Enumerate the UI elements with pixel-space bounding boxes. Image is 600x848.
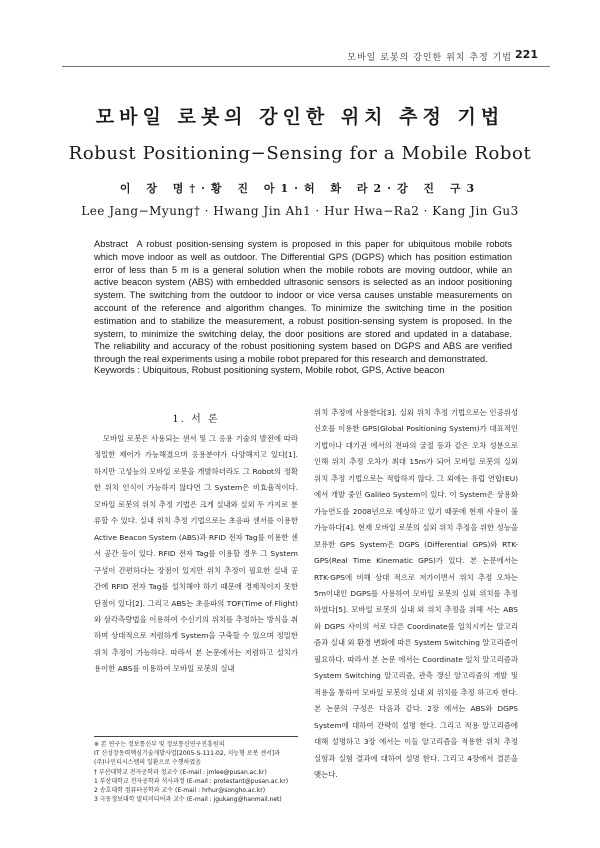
page-header [0, 0, 600, 66]
page-number: 221 [515, 48, 538, 61]
paper-title-korean: 모바일 로봇의 강인한 위치 추정 기법 [95, 106, 505, 128]
abstract-text: A robust position-sensing system is proposed in this paper for ubiquitous mobile robots which move indoor as well as outdoor. The Differential GPS (DGPS) which has position estimation error of less than 5 m is a general solution when the mobile robots are moving outdoor, while an active beacon system (ABS) with embedded ultrasonic sensors is selected as an indoor positioning system. The switching from the outdoor to indoor or vice versa causes unstable measurements on account of the reference and algorithm changes. To minimize the switching time in the position estimation and to stabilize the measurement, a robust position-sensing system is proposed. In the system, to minimize the switching delay, the door positions are stored and updated in a database. The reliability and accuracy of the robust positioning system based on DGPS and ABS are verified through the real experiments using a mobile robot prepared for this research and demonstrated. [94, 239, 513, 365]
footnote-line: 1 부산대학교 전자공학과 석사과정 (E-mail : protestant@pusan.ac.kr) [94, 777, 289, 785]
header-rule [62, 66, 550, 67]
footnote-line: 3 극동정보대학 멀티미디어과 교수 (E-mail : jgukang@hanmail.net) [94, 796, 282, 804]
keywords-label: Keywords : [94, 365, 140, 375]
keywords-text: Ubiquitous, Robust positioning system, Mobile robot, GPS, Active beacon [142, 365, 445, 375]
abstract-label: Abstract [94, 239, 129, 249]
footnotes [94, 740, 300, 804]
body-right-column: 위치 추정에 사용한다[3]. 실외 위치 추정 기법으로는 인공위성 신호를 이용한 GPS(Global Positioning System)가 대표적인 기법이나 대기권 에서의 전파의 굴절 등과 같은 오차 성분으로 인해 위치 추정 오차가 최대 15m가 되어 모바일 로봇의 실외 위치 추정 기법으로는 적합하지 않다. 그 외에는 유럽 연합(EU)에서 개발 중인 Galileo System이 있다. 이 System은 상용화 가능연도를 2008년으로 예상하고 있기 때문에 현재 사용이 불가능하다[4]. 현재 모바일 로봇의 실외 위치 추정을 위한 성능을 보유한 GPS System은 DGPS (Differential GPS)와 RTK-GPS(Real Time Kinematic GPS)가 있다. 본 논문에서는 RTK-GPS에 비해 상대 적으로 저가이면서 위치 추정 오차는 5m이내인 DGPS를 사용하여 모바일 로봇의 실외 위치를 추정 하였다[5]. 모바일 로봇의 실내 외 위치 추정을 위해 서는 ABS와 DGPS 사이의 서로 다른 Coordinate를 일치시키는 알고리즘과 실내 외 환경 변화에 따른 System Switching 알고리즘이 필요하다. 따라서 본 논문 에서는 Coordinate 일치 알고리즘과 System Switching 알고리즘, 관측 갱신 알고리즘의 개발 및 적용을 통하여 모바일 로봇의 실내 외 위치를 추정 하고자 한다. 본 논문의 구성은 다음과 같다. 2장 에서는 ABS와 DGPS System에 대하여 간략히 설명 한다. 그리고 적용 알고리즘에 대해 설명하고 3장 에서는 이들 알고리즘을 적용한 위치 추정 실험과 실험 결과에 대하여 설명 한다. 그리고 4장에서 결론을 맺는다. [314, 408, 518, 779]
footnote-rule [94, 736, 298, 737]
authors-english: Lee Jang−Myung† · Hwang Jin Ah1 · Hur Hwa−Ra2 · Kang Jin Gu3 [81, 204, 519, 218]
body-left-column: 모바일 로봇은 사용되는 센서 및 그 응용 기술의 발전에 따라 정밀한 제어가 가능해졌으며 응용분야가 다양해지고 있다[1]. 하지만 고성능의 모바일 로봇을 개발하더라도 그 Robot의 정확한 위치 인식이 가능하지 않다면 그 System은 비효율적이다. 모바일 로봇의 위치 추정 기법은 크게 실내와 실외 두 가지로 분류할 수 있다. 실내 위치 추정 기법으로는 초음파 센서를 이용한 Active Beacon System (ABS)과 RFID 전자 Tag를 이용한 센서 공간 등이 있다. RFID 전자 Tag를 이용할 경우 그 System 구성이 간편하다는 장점이 있지만 위치 추정이 필요한 실내 공간에 RFID 전자 Tag를 설치해야 하기 때문에 경제적이지 못한 단점이 있다[2]. 그리고 ABS는 초음파의 TOF(Time of Flight)와 삼각측량법을 이용하여 수신기의 위치를 추정하는 방식을 취하며 상대적으로 저렴하게 System을 구축할 수 있으며 정밀한 위치 추정이 가능하다. 따라서 본 논문에서는 저렴하고 설치가 용이한 ABS를 이용하여 모바일 로봇의 실내 [94, 434, 298, 674]
footnote-line: ※ 본 연구는 정보통신부 및 정보통신연구진흥원의 [94, 741, 225, 748]
running-title: 모바일 로봇의 강인한 위치 추정 기법 [347, 53, 512, 63]
footnote-line: (주)나인티시스템의 일환으로 수행하였음 [94, 759, 202, 767]
footnote-line: 2 송호대학 컴퓨터공학과 교수 (E-mail : hrhur@songho.ac.kr) [94, 787, 266, 795]
abstract [94, 238, 512, 366]
keywords [94, 365, 512, 375]
footnote-line: IT 신성장동력핵심기술개발사업[2005-S-111-02, 지능형 로봇 센서]과 [94, 750, 281, 758]
paper-title-english: Robust Positioning−Sensing for a Mobile Robot [68, 143, 532, 164]
footnote-line: † 부산대학교 전자공학과 정교수 (E-mail : jmlee@pusan.ac.kr) [94, 768, 267, 776]
section-heading: 1. 서 론 [172, 414, 220, 425]
authors-korean: 이 장 명†·황 진 아1·허 화 라2·강 진 구3 [119, 182, 481, 195]
